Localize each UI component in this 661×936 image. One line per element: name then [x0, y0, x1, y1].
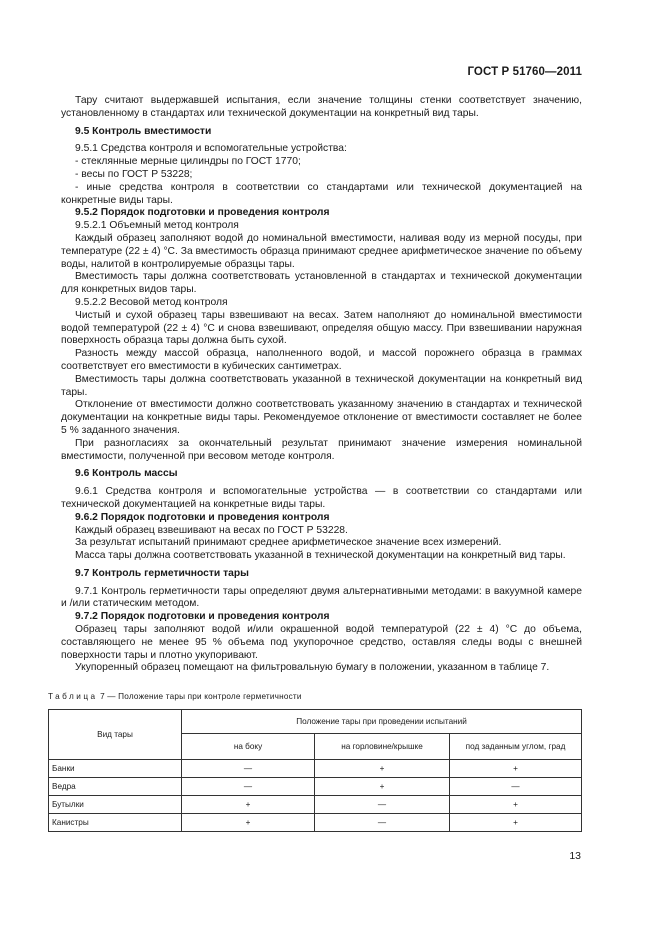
table-row: [49, 796, 582, 814]
cell-neck: +: [315, 778, 450, 796]
cell-side: +: [182, 814, 315, 832]
paragraph: Тару считают выдержавшей испытания, если значение толщины стенки соответствует значению, установленному в стандартах или технической документации на конкретный вид тары.: [61, 95, 582, 119]
cell-angle: +: [450, 796, 582, 814]
subsection-heading: 9.7.2 Порядок подготовки и проведения контроля: [75, 611, 330, 623]
table-row: [49, 778, 582, 796]
row-name: Банки: [49, 760, 182, 778]
paragraph: 9.5.2.2 Весовой метод контроля: [75, 296, 228, 308]
column-header-angle: под заданным углом, град: [450, 734, 582, 760]
paragraph: 9.6.1 Средства контроля и вспомогательные устройства — в соответствии со стандартами или технической документацией на конкретные виды тары.: [61, 486, 582, 510]
section-heading: 9.6 Контроль массы: [75, 468, 178, 480]
subsection-heading: 9.6.2 Порядок подготовки и проведения контроля: [75, 511, 330, 523]
page-number: 13: [569, 850, 581, 862]
list-item: - стеклянные мерные цилиндры по ГОСТ 1770;: [75, 156, 301, 168]
list-item: - иные средства контроля в соответствии со стандартами или технической документацией на конкретные виды тары.: [61, 181, 582, 206]
paragraph: Отклонение от вместимости должно соответствовать указанному значению в стандартах и технической документации на конкретные виды тары. Рекомендуемое отклонение от вместимости составляет не более 5 % заданного значения.: [61, 399, 582, 436]
cell-neck: —: [315, 796, 450, 814]
cell-angle: +: [450, 760, 582, 778]
paragraph: За результат испытаний принимают среднее арифметическое значение всех измерений.: [75, 537, 502, 549]
table-caption-label: Таблица: [48, 692, 98, 701]
paragraph: Укупоренный образец помещают на фильтровальную бумагу в положении, указанном в таблице 7.: [75, 662, 550, 674]
paragraph: Разность между массой образца, наполненного водой, и массой порожнего образца в граммах соответствует его вместимости в кубических сантиметрах.: [61, 348, 582, 372]
paragraph: Каждый образец заполняют водой до номинальной вместимости, наливая воду из мерной посуды, при температуре (22 ± 4) °С. За вместимость образца принимают среднее арифметическое значение по объему воды, налитой в контролируемые образцы тары.: [61, 232, 582, 270]
paragraph: 9.5.1 Средства контроля и вспомогательные устройства:: [75, 143, 347, 155]
column-header-type: Вид тары: [49, 710, 182, 760]
cell-side: —: [182, 760, 315, 778]
paragraph: При разногласиях за окончательный результат принимают значение измерения номинальной вместимости, полученной при весовом методе контроля.: [61, 437, 582, 462]
paragraph: Масса тары должна соответствовать указанной в технической документации на конкретный вид тары.: [75, 550, 566, 562]
paragraph: 9.7.1 Контроль герметичности тары определяют двумя альтернативными методами: в вакуумной камере и /или статическим методом.: [61, 585, 582, 610]
column-header-group: Положение тары при проведении испытаний: [182, 710, 582, 734]
table-caption: [48, 692, 302, 701]
positions-table: [48, 709, 582, 832]
document-body: [61, 95, 582, 675]
column-header-neck: на горловине/крышке: [315, 734, 450, 760]
paragraph: 9.5.2.1 Объемный метод контроля: [75, 220, 239, 232]
paragraph: Вместимость тары должна соответствовать указанной в технической документации на конкретный вид тары.: [61, 373, 582, 398]
cell-side: +: [182, 796, 315, 814]
paragraph: Каждый образец взвешивают на весах по ГОСТ Р 53228.: [75, 524, 348, 536]
cell-side: —: [182, 778, 315, 796]
list-item: - весы по ГОСТ Р 53228;: [75, 168, 193, 180]
section-heading: 9.5 Контроль вместимости: [75, 125, 212, 137]
paragraph: Вместимость тары должна соответствовать установленной в стандартах и технической документации для конкретных видов тары.: [61, 271, 582, 296]
cell-angle: —: [450, 778, 582, 796]
column-header-side: на боку: [182, 734, 315, 760]
row-name: Канистры: [49, 814, 182, 832]
row-name: Ведра: [49, 778, 182, 796]
row-name: Бутылки: [49, 796, 182, 814]
table-caption-text: 7 — Положение тары при контроле герметичности: [97, 692, 302, 701]
table-row: [49, 814, 582, 832]
paragraph: Чистый и сухой образец тары взвешивают на весах. Затем наполняют до номинальной вместимости водой температурой (22 ± 4) °С и снова взвешивают, определяя общую массу. При взвешивании наружная поверхность образца тары должна быть сухой.: [61, 309, 582, 347]
document-header: ГОСТ Р 51760—2011: [467, 66, 582, 78]
paragraph: Образец тары заполняют водой и/или окрашенной водой температурой (22 ± 4) °С до объема, составляющего не менее 95 % объема под укупорочное средство, оставляя следы воды с внешней поверхности тары и плотно укупоривают.: [61, 624, 582, 661]
table-row: [49, 760, 582, 778]
subsection-heading: 9.5.2 Порядок подготовки и проведения контроля: [75, 207, 330, 219]
cell-neck: +: [315, 760, 450, 778]
section-heading: 9.7 Контроль герметичности тары: [75, 567, 249, 579]
cell-neck: —: [315, 814, 450, 832]
cell-angle: +: [450, 814, 582, 832]
